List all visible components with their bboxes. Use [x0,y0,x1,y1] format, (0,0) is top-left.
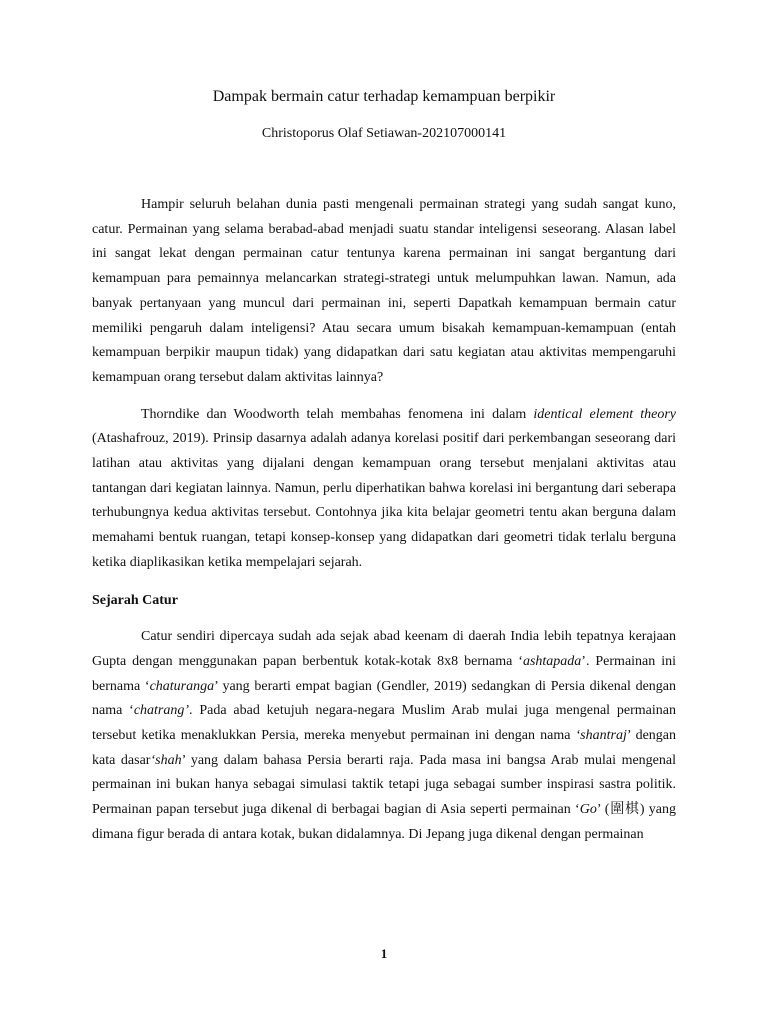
document-body [92,193,676,848]
paragraph-theory [92,403,676,576]
history-italic-1: ashtapada [522,653,582,669]
paragraph-theory-italic: identical element theory [533,406,676,422]
history-italic-3: chatrang’ [133,703,190,719]
history-italic-4: ‘shantraj [575,728,627,744]
author-line: Christoporus Olaf Setiawan-202107000141 [261,126,507,141]
history-italic-6: Go [579,802,597,818]
history-text-2: ’. Permainan ini bernama ‘ [92,653,676,694]
document-title: Dampak bermain catur terhadap kemampuan berpikir [212,88,556,105]
paragraph-theory-lead: Thorndike dan Woodworth telah membahas fenomena ini dalam [141,406,534,422]
history-text-1: Catur sendiri dipercaya sudah ada sejak abad keenam di daerah India lebih tepatnya kerajaan Gupta dengan menggunakan papan berbentuk kotak-kotak 8x8 bernama ‘ [92,629,676,669]
history-text-7: ’ (圍棋) yang dimana figur berada di antara kotak, bukan didalamnya. Di Jepang juga dikenal dengan permainan [92,802,676,842]
paragraph-theory-rest: (Atashafrouz, 2019). Prinsip dasarnya adalah adanya korelasi positif dari perkembangan seseorang dari latihan atau aktivitas yang dijalani dengan kemampuan orang tersebut menjalani aktivitas atau tantangan dari kegiatan lainnya. Namun, perlu diperhatikan bahwa korelasi ini bergantung dari seberapa terhubungnya kedua aktivitas tersebut. Contohnya jika kita belajar geometri tentu akan berguna dalam memahami bentuk ruangan, tetapi konsep-konsep yang didapatkan dari geometri tidak terlalu berguna ketika diaplikasikan ketika mempelajari sejarah. [92,431,676,570]
history-text-4: . Pada abad ketujuh negara-negara Muslim Arab mulai juga mengenal permainan tersebut ketika menaklukkan Persia, mereka menyebut permainan ini dengan nama [92,703,676,744]
history-italic-2: chaturanga [149,678,215,694]
paragraph-history [92,625,676,847]
history-text-3: ’ yang berarti empat bagian (Gendler, 2019) sedangkan di Persia dikenal dengan nama ‘ [92,678,677,719]
section-heading: Sejarah Catur [92,592,178,608]
paragraph-intro: Hampir seluruh belahan dunia pasti mengenali permainan strategi yang sudah sangat kuno, catur. Permainan yang selama berabad-abad menjadi suatu standar inteligensi seseorang. Alasan label ini sangat lekat dengan permainan catur tentunya karena permainan ini sangat bergantung dari kemampuan para pemainnya melancarkan strategi-strategi untuk melumpuhkan lawan. Namun, ada banyak pertanyaan yang muncul dari permainan ini, seperti Dapatkah kemampuan bermain catur memiliki pengaruh dalam inteligensi? Atau secara umum bisakah kemampuan-kemampuan (entah kemampuan berpikir maupun tidak) yang didapatkan dari satu kegiatan atau aktivitas mempengaruhi kemampuan orang tersebut dalam aktivitas lainnya? [92,197,676,385]
history-italic-5: ‘shah [150,752,182,768]
page-number: 1 [380,946,388,961]
history-text-6: ’ yang dalam bahasa Persia berarti raja. Pada masa ini bangsa Arab mulai mengenal permainan ini bukan hanya sebagai simulasi taktik tetapi juga sebagai sumber inspirasi sastra politik. Permainan papan tersebut juga dikenal di berbagai bagian di Asia seperti permainan ‘ [92,752,676,818]
history-text-5: ’ dengan kata dasar [92,728,676,768]
